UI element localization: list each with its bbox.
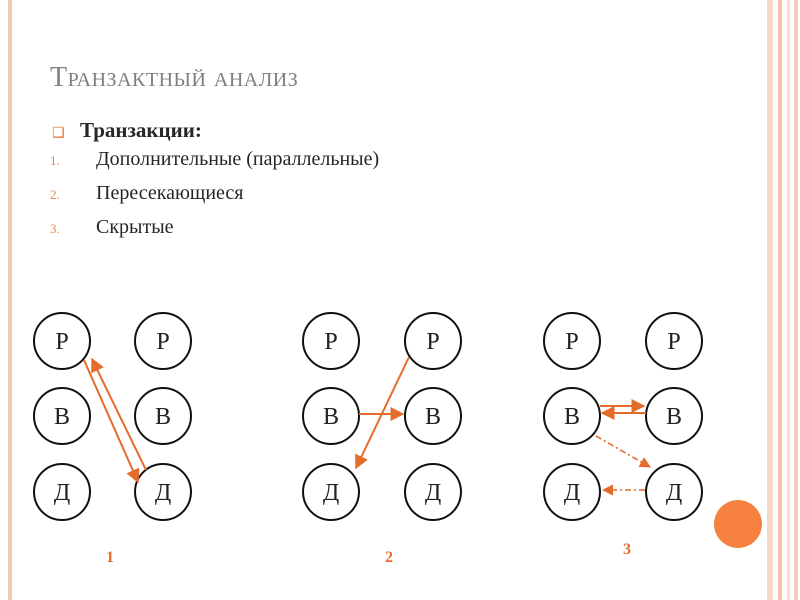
ego-node-label: В	[322, 404, 340, 430]
diagram-3	[544, 313, 702, 558]
ego-node-label: Р	[667, 329, 681, 355]
list-item-text: Пересекающиеся	[96, 182, 244, 204]
ego-node-label: Д	[424, 480, 442, 506]
list-item-number: 1.	[50, 153, 60, 168]
diagram-caption: 2	[385, 549, 393, 566]
list-item-number: 2.	[50, 187, 60, 202]
transaction-arrow	[356, 357, 409, 468]
ego-node-label: Д	[322, 480, 340, 506]
ego-node-label: Р	[324, 329, 338, 355]
ego-node-label: Д	[154, 480, 172, 506]
hidden-transaction-arrow	[596, 436, 650, 467]
ego-node-label: В	[563, 404, 581, 430]
diagram-caption: 3	[623, 541, 631, 558]
ego-node-label: Д	[665, 480, 683, 506]
diagram-2	[303, 313, 461, 566]
diagram-caption: 1	[106, 549, 114, 566]
checkbox-bullet-icon: ❑	[52, 125, 65, 141]
ego-node-label: В	[665, 404, 683, 430]
ego-node-label: В	[424, 404, 442, 430]
list-item-text: Скрытые	[96, 216, 174, 238]
decorative-orange-circle	[714, 500, 762, 548]
transaction-arrow	[84, 360, 138, 482]
diagram-1	[34, 313, 191, 566]
ego-node-label: Р	[426, 329, 440, 355]
ego-node-label: В	[53, 404, 71, 430]
ego-node-label: Р	[156, 329, 170, 355]
list-item-number: 3.	[50, 221, 60, 236]
ego-node-label: Р	[55, 329, 69, 355]
list-item-text: Дополнительные (параллельные)	[96, 148, 380, 170]
bullet-heading-text: Транзакции:	[80, 118, 202, 142]
ego-node-label: Д	[53, 480, 71, 506]
ego-node-label: Р	[565, 329, 579, 355]
slide-title: Транзактный анализ	[50, 62, 299, 93]
ego-node-label: В	[154, 404, 172, 430]
ego-node-label: Д	[563, 480, 581, 506]
